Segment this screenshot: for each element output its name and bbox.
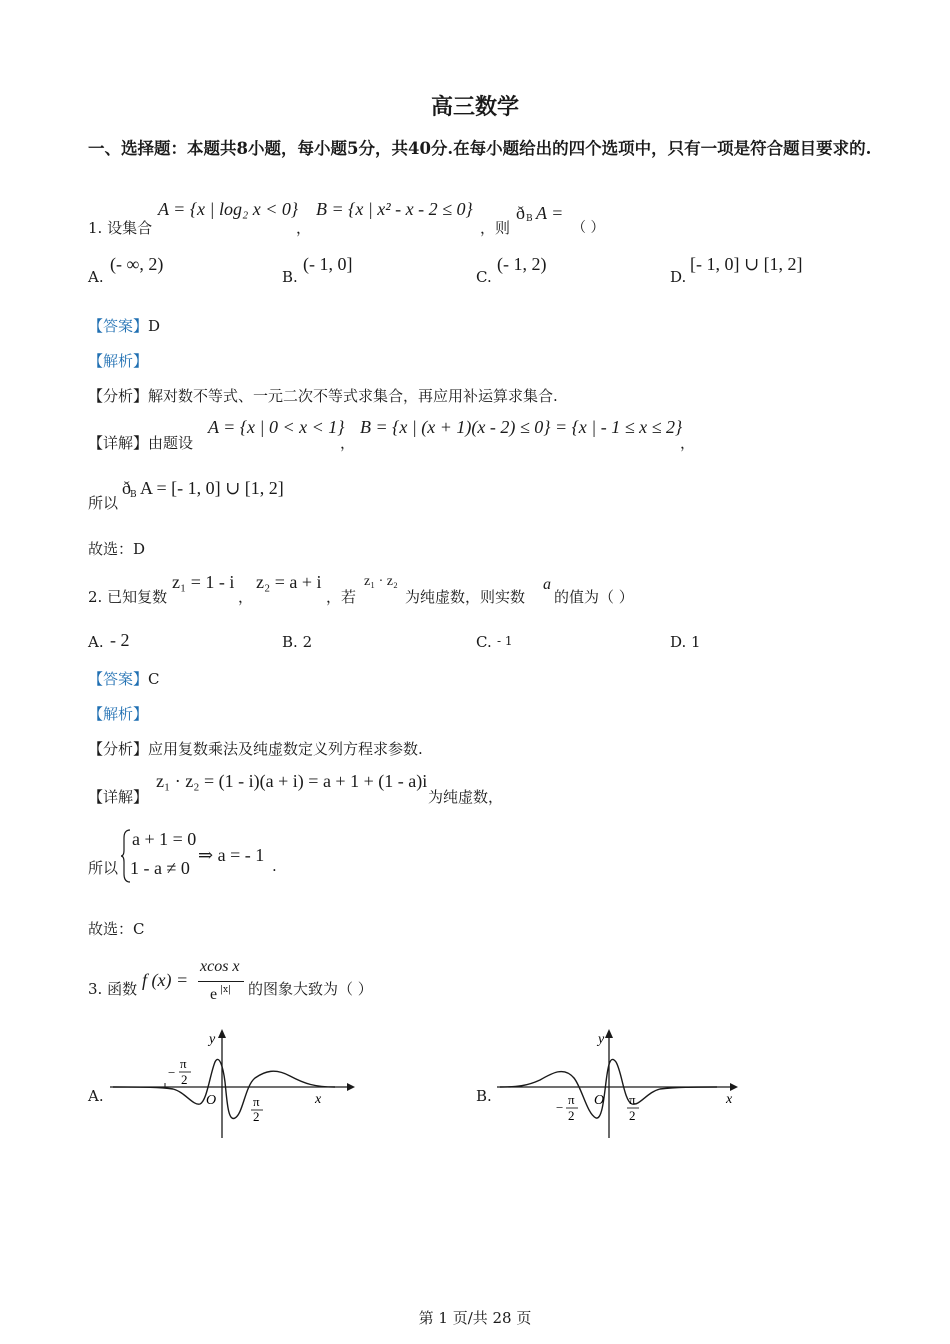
q3-fx: f (x) = (142, 970, 189, 990)
q1-complement: ð (516, 203, 525, 223)
q3-a-neg-sign: − (168, 1065, 176, 1080)
q1-option-c-value: (- 1, 2) (497, 254, 547, 274)
q2-if: ，若 (326, 588, 357, 606)
q1-comma: ， (296, 219, 312, 237)
q3-b-neg-two: 2 (568, 1108, 575, 1123)
q2-z1: z₁ = 1 - i (172, 572, 235, 592)
q3-a-pi: π (253, 1094, 260, 1109)
q1-so-tail: A = [- 1, 0] ∪ [1, 2] (140, 478, 284, 498)
q1-paren: （ ） (572, 220, 605, 236)
q3-numerator: xcos x (200, 958, 240, 975)
q3-fraction-bar (198, 981, 244, 982)
q2-detail-tag: 【详解】 (88, 788, 149, 806)
q2-choose: 故选：C (88, 920, 145, 938)
q2-answer: 【答案】C (88, 670, 160, 688)
q1-option-a-label: A. (88, 268, 104, 286)
q2-option-a-label: A. (88, 633, 104, 651)
q1-complement-sub: B (526, 214, 533, 224)
q3-b-axis-x: x (726, 1092, 733, 1107)
q2-option-c-label: C. (476, 633, 492, 651)
q1-option-a-value: (- ∞, 2) (110, 254, 164, 274)
q1-set-a: A = {x | log₂ x < 0} (158, 199, 299, 219)
page-title: 高三数学 (430, 94, 519, 120)
q1-complement-tail: A = (536, 203, 564, 223)
q2-option-b: B. 2 (282, 633, 313, 651)
q3-stem-prefix: 3. 函数 (88, 980, 138, 998)
q3-graph-b (492, 1026, 742, 1140)
q1-detail-end: ， (680, 434, 696, 452)
q2-implies: ⇒ a = - 1 (198, 845, 265, 865)
section-heading: 一、选择题：本题共8小题，每小题5分，共40分.在每小题给出的四个选项中，只有一项是符合题目要求的. (88, 139, 872, 158)
q1-detail-a: A = {x | 0 < x < 1} (208, 417, 345, 437)
q2-stem-prefix: 2. 已知复数 (88, 588, 168, 606)
q1-set-b: B = {x | x² - x - 2 ≤ 0} (316, 199, 473, 219)
q3-denominator-exp: |x| (220, 985, 232, 995)
q1-option-b-value: (- 1, 0] (303, 254, 353, 274)
q2-detail-eq: z₁ · z₂ = (1 - i)(a + i) = a + 1 + (1 - a)i (156, 771, 428, 791)
q2-analysis-tag: 【解析】 (88, 705, 149, 723)
q1-so-complement-sub: B (130, 490, 137, 500)
q3-tail: 的图象大致为（ ） (248, 980, 373, 998)
q3-option-b-label: B. (476, 1087, 492, 1105)
q2-option-d: D. 1 (670, 633, 701, 651)
q1-detail-sep: ， (340, 434, 356, 452)
q1-answer: 【答案】D (88, 317, 161, 335)
q1-detail-b: B = {x | (x + 1)(x - 2) ≤ 0} = {x | - 1 ≤ x ≤ 2} (360, 417, 683, 437)
q3-a-neg-pi: π (180, 1056, 187, 1071)
q3-option-a-label: A. (88, 1087, 104, 1105)
q2-prod: z₁ · z₂ (364, 574, 398, 589)
q2-tail: 的值为（ ） (554, 588, 634, 606)
q1-so-complement: ð (122, 478, 131, 498)
q3-b-neg-pi: π (568, 1092, 575, 1107)
q3-b-neg-sign: − (556, 1100, 564, 1115)
q3-a-two: 2 (253, 1109, 260, 1124)
q3-a-neg-two: 2 (181, 1072, 188, 1087)
q2-comma: ， (238, 588, 254, 606)
q2-z2: z₂ = a + i (256, 572, 322, 592)
q3-b-pi: π (629, 1092, 636, 1107)
q3-graph-a (105, 1026, 355, 1140)
q1-option-b-label: B. (282, 268, 298, 286)
q2-period: . (272, 857, 277, 875)
q2-var-a: a (543, 576, 551, 593)
q1-detail-tag: 【详解】由题设 (88, 434, 194, 452)
q1-stem-prefix: 1. 设集合 (88, 219, 153, 237)
q2-fenxi: 【分析】应用复数乘法及纯虚数定义列方程求参数. (88, 740, 423, 758)
q1-so: 所以 (88, 494, 119, 512)
q1-option-c-label: C. (476, 268, 492, 286)
q1-option-d-label: D. (670, 268, 687, 286)
q1-then: ，则 (480, 219, 511, 237)
q2-so: 所以 (88, 859, 119, 877)
q3-a-axis-x: x (315, 1092, 322, 1107)
q2-detail-tail: 为纯虚数， (428, 788, 504, 806)
q3-denominator: e (210, 986, 218, 1003)
page-footer: 第 1 页/共 28 页 (418, 1309, 532, 1327)
q1-analysis-tag: 【解析】 (88, 352, 149, 370)
q2-system-line-1: a + 1 = 0 (132, 829, 197, 849)
q3-b-origin: O (594, 1093, 605, 1108)
q3-a-axis-y: y (209, 1032, 216, 1047)
q1-choose: 故选：D (88, 540, 146, 558)
q2-mid: 为纯虚数，则实数 (405, 588, 526, 606)
q3-b-axis-y: y (598, 1032, 605, 1047)
q1-fenxi: 【分析】解对数不等式、一元二次不等式求集合，再应用补运算求集合. (88, 387, 558, 405)
q1-option-d-value: [- 1, 0] ∪ [1, 2] (690, 254, 803, 274)
q2-option-a-value: - 2 (110, 630, 130, 650)
q3-a-origin: O (206, 1093, 217, 1108)
q3-b-two: 2 (629, 1108, 636, 1123)
q2-option-c-value: - 1 (497, 634, 513, 648)
q2-system-line-2: 1 - a ≠ 0 (130, 858, 190, 878)
